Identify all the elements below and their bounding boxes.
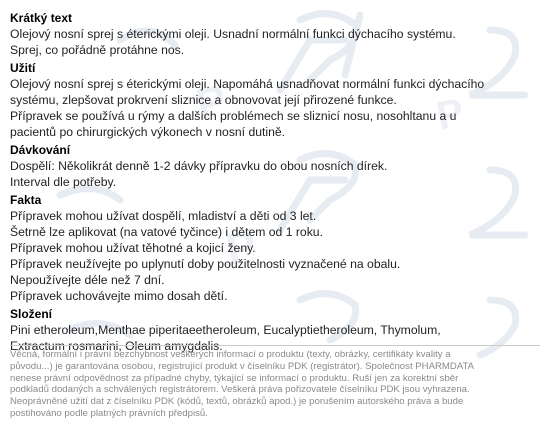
text-line: Přípravek uchovávejte mimo dosah dětí. xyxy=(10,289,228,303)
disclaimer-line: nenese právní odpovědnost za případné chyby, týkající se informací o produktu. Ruší jen za korektní sběr xyxy=(10,372,459,384)
divider xyxy=(10,345,540,346)
text-line: Sprej, co pořádně protáhne nos. xyxy=(10,43,185,57)
text-line: Olejový nosní sprej s éterickými oleji. Usnadní normální funkci dýchacího systému. xyxy=(10,27,456,41)
section-facts xyxy=(10,193,542,304)
text-line: Extractum rosmarini, Oleum amygdalis. xyxy=(10,339,223,353)
text-line: Dospělí: Několikrát denně 1-2 dávky přípravku do obou nosních dírek. xyxy=(10,159,388,173)
legal-disclaimer xyxy=(10,349,542,420)
svg-text:P: P xyxy=(191,75,231,130)
text-line: Interval dle potřeby. xyxy=(10,175,117,189)
disclaimer-line: podkladů dodaných a schválených registrátorem. Veškerá práva pořizovatele číselníku PDK jsou vyhrazena. xyxy=(10,384,470,396)
disclaimer-line: původu...) je garantována osobou, registrující produkt v číselníku PDK (registrátor). Společnost PHARMDATA xyxy=(10,360,475,372)
section-composition xyxy=(10,307,542,354)
text-line: pacientů po chirurgických výkonech v nosní dutině. xyxy=(10,125,286,139)
text-line: Přípravek mohou užívat dospělí, mladiství a děti od 3 let. xyxy=(10,209,317,223)
svg-text:P: P xyxy=(221,220,261,275)
disclaimer-line: postihováno podle platných právních předpisů. xyxy=(10,407,208,419)
disclaimer-line: Neoprávněné užití dat z číselníku PDK (kódů, textů, obrázků apod.) je porušením autorského práva a bude xyxy=(10,396,464,408)
product-info xyxy=(10,11,542,354)
section-short-text xyxy=(10,11,542,58)
section-usage xyxy=(10,61,542,140)
section-title: Užití xyxy=(10,61,36,75)
text-line: Nepoužívejte déle než 7 dní. xyxy=(10,273,165,287)
text-line: systému, zlepšovat prokrvení sliznice a obnovovat její přirozené funkce. xyxy=(10,93,397,107)
section-title: Fakta xyxy=(10,193,42,207)
section-dosage xyxy=(10,143,542,190)
section-title: Složení xyxy=(10,307,53,321)
section-title: Krátký text xyxy=(10,11,73,25)
text-line: Přípravek se používá u rýmy a dalších problémech se sliznicí nosu, nosohltanu a u xyxy=(10,109,457,123)
svg-text:P: P xyxy=(432,90,468,139)
text-line: Šetrně lze aplikovat (na vatové tyčince) i dětem od 1 roku. xyxy=(10,225,323,239)
text-line: Přípravek mohou užívat těhotné a kojicí ženy. xyxy=(10,241,256,255)
text-line: Pini etheroleum,Menthae piperitaeetheroleum, Eucalyptietheroleum, Thymolum, xyxy=(10,323,441,337)
text-line: Olejový nosní sprej s éterickými oleji. Napomáhá usnadňovat normální funkci dýchacího xyxy=(10,77,485,91)
section-title: Dávkování xyxy=(10,143,71,157)
text-line: Přípravek neužívejte po uplynutí doby použitelnosti vyznačené na obalu. xyxy=(10,257,401,271)
disclaimer-line: Věcná, formální i právní bezchybnost veškerých informací o produktu (texty, obrázky, certifikáty kvality a xyxy=(10,349,451,360)
